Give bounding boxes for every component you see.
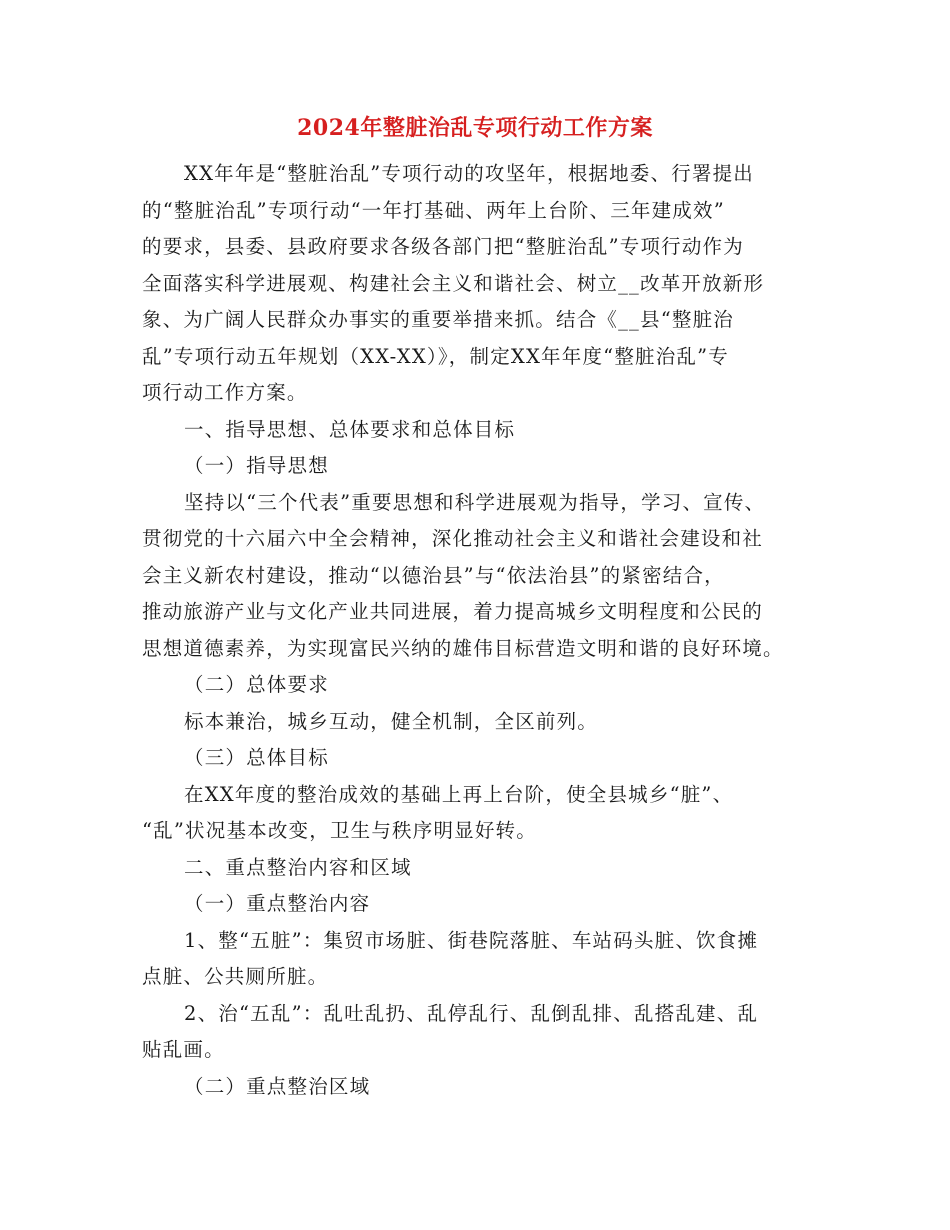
text-line: 二、重点整治内容和区域: [184, 855, 412, 879]
text-line: 的“整脏治乱”专项行动“一年打基础、两年上台阶、三年建成效”: [142, 198, 725, 222]
text-line: 一、指导思想、总体要求和总体目标: [184, 417, 516, 441]
text-line: 在XX年度的整治成效的基础上再上台阶，使全县城乡“脏”、: [184, 782, 734, 806]
paragraph: [142, 667, 814, 704]
text-line: （一）重点整治内容: [184, 892, 371, 915]
text-line: 坚持以“三个代表”重要思想和科学进展观为指导，学习、宣传、: [184, 490, 766, 514]
text-line: 推动旅游产业与文化产业共同进展，着力提高城乡文明程度和公民的: [142, 600, 764, 623]
text-line: （一）指导思想: [184, 454, 329, 477]
paragraph: [142, 485, 814, 668]
text-line: （三）总体目标: [184, 746, 329, 769]
paragraph: [142, 704, 814, 741]
text-line: XX年年是“整脏治乱”专项行动的攻坚年，根据地委、行署提出: [184, 162, 755, 185]
text-line: 2、治“五乱”：乱吐乱扔、乱停乱行、乱倒乱排、乱搭乱建、乱: [184, 1001, 759, 1025]
text-line: 项行动工作方案。: [142, 381, 308, 404]
text-line: （二）总体要求: [184, 673, 329, 696]
document-title: 2024年整脏治乱专项行动工作方案: [297, 115, 653, 141]
text-line: 的要求，县委、县政府要求各级各部门把“整脏治乱”专项行动作为: [142, 235, 744, 258]
text-line: 贴乱画。: [142, 1038, 225, 1061]
paragraph: [142, 777, 814, 850]
text-line: 乱”专项行动五年规划（XX-XX）》，制定XX年年度“整脏治乱”专: [142, 344, 729, 368]
paragraph: [142, 412, 814, 449]
paragraph: [142, 156, 814, 412]
paragraph: [142, 850, 814, 887]
text-line: 全面落实科学进展观、构建社会主义和谐社会、树立__改革开放新形: [142, 271, 765, 295]
text-line: 思想道德素养，为实现富民兴纳的雄伟目标营造文明和谐的良好环境。: [142, 636, 784, 660]
paragraph: [142, 740, 814, 777]
text-line: 标本兼治，城乡互动，健全机制，全区前列。: [184, 709, 599, 733]
text-line: 贯彻党的十六届六中全会精神，深化推动社会主义和谐社会建设和社: [142, 527, 764, 550]
document-body: [142, 156, 814, 1105]
text-line: （二）重点整治区域: [184, 1074, 371, 1098]
text-line: 会主义新农村建设，推动“以德治县”与“依法治县”的紧密结合，: [142, 563, 725, 587]
paragraph: [142, 1069, 814, 1106]
text-line: 1、整“五脏”：集贸市场脏、街巷院落脏、车站码头脏、饮食摊: [184, 928, 759, 952]
paragraph: [142, 886, 814, 923]
text-line: “乱”状况基本改变，卫生与秩序明显好转。: [142, 819, 537, 842]
paragraph: [142, 996, 814, 1069]
text-line: 象、为广阔人民群众办事实的重要举措来抓。结合《__县“整脏治: [142, 308, 734, 331]
paragraph: [142, 923, 814, 996]
text-line: 点脏、公共厕所脏。: [142, 965, 329, 988]
paragraph: [142, 448, 814, 485]
